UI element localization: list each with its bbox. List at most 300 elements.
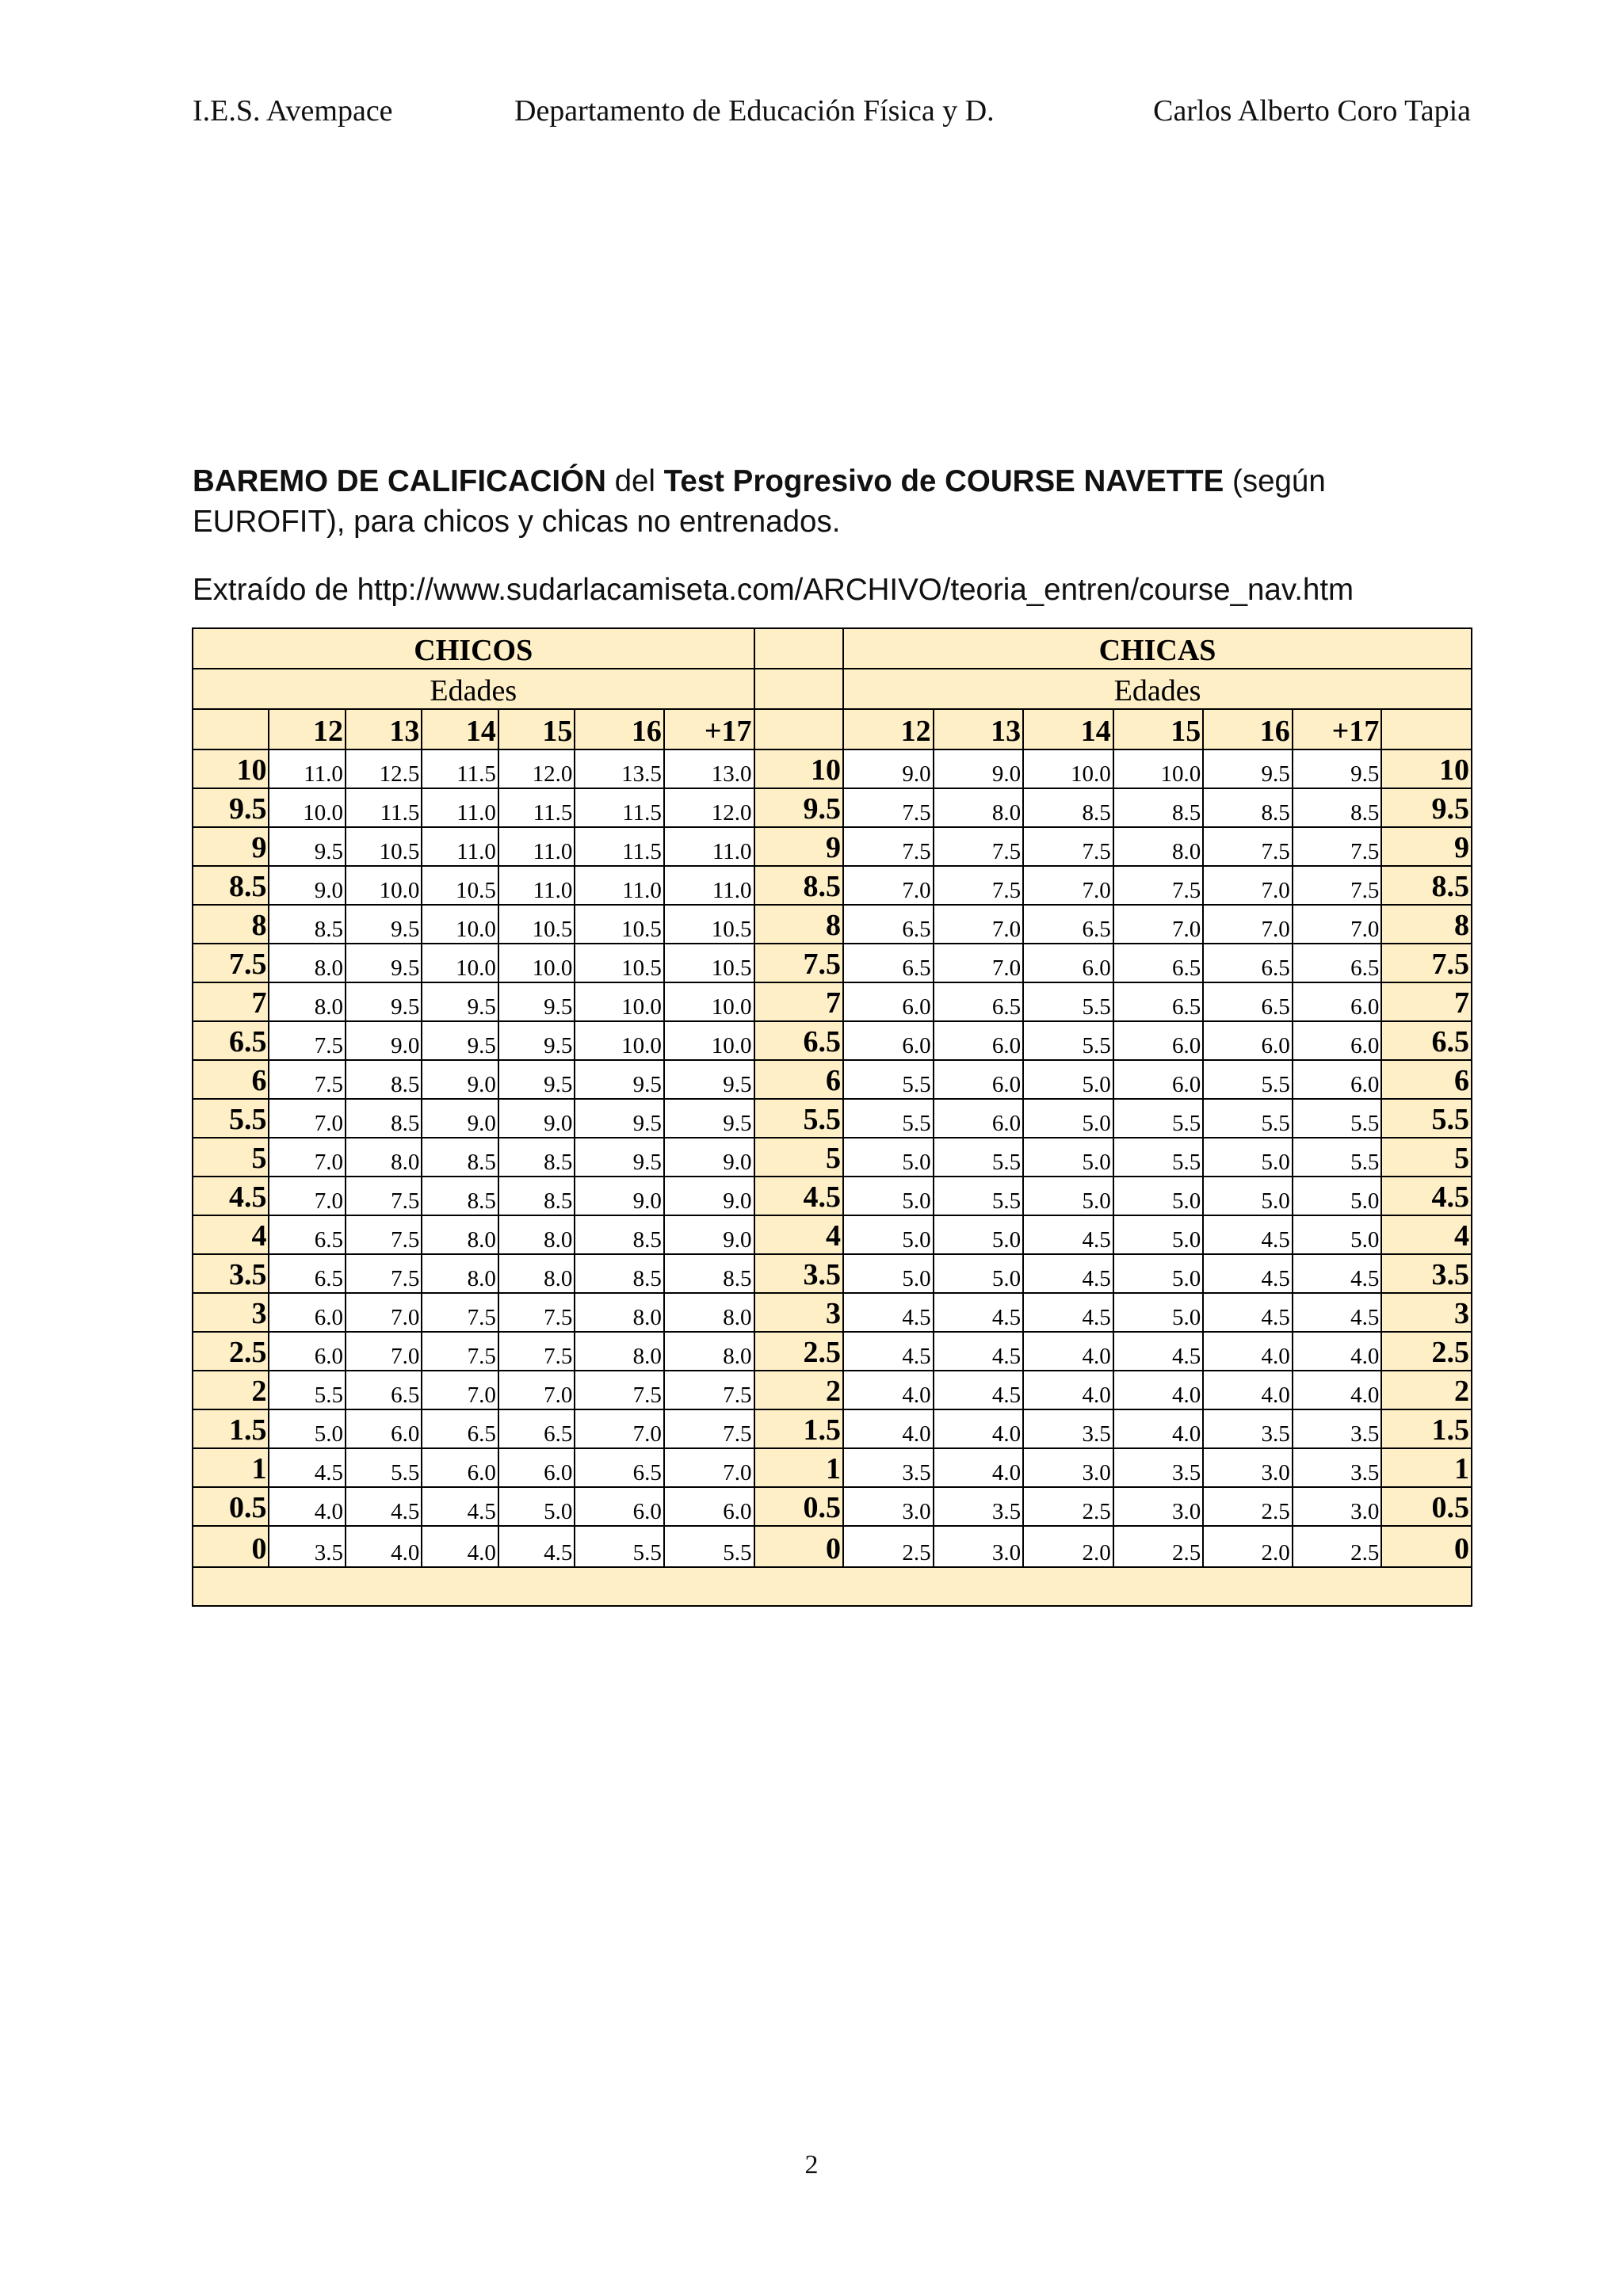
chicos-value: 9.0 [269,866,345,905]
chicas-value: 3.0 [1293,1487,1382,1526]
chicos-score: 2 [193,1371,269,1409]
chicas-value: 4.5 [1113,1332,1204,1371]
chicos-value: 12.0 [664,788,754,827]
chicos-value: 9.0 [664,1177,754,1215]
chicas-value: 7.5 [1113,866,1204,905]
chicos-title: CHICOS [193,628,754,669]
chicas-value: 5.0 [843,1254,934,1293]
header-author: Carlos Alberto Coro Tapia [1153,94,1471,128]
chicos-value: 6.5 [269,1215,345,1254]
chicos-value: 8.5 [498,1138,575,1177]
chicas-value: 5.5 [843,1060,934,1099]
chicos-value: 8.0 [664,1332,754,1371]
chicas-value: 4.0 [1293,1371,1382,1409]
chicas-value: 7.0 [934,944,1024,982]
chicos-value: 8.0 [498,1254,575,1293]
table-row [193,982,1472,1021]
chicos-value: 12.0 [498,749,575,788]
chicos-value: 9.0 [575,1177,664,1215]
chicas-score: 1 [1381,1448,1472,1487]
chicas-value: 7.0 [934,905,1024,944]
chicos-value: 5.5 [664,1526,754,1567]
chicas-value: 8.0 [934,788,1024,827]
chicos-value: 6.5 [346,1371,422,1409]
chicas-value: 2.0 [1203,1526,1293,1567]
table-row [193,1254,1472,1293]
chicos-value: 8.5 [664,1254,754,1293]
chicos-value: 10.5 [498,905,575,944]
chicas-value: 6.5 [1293,944,1382,982]
chicas-value: 6.5 [1113,944,1204,982]
chicas-value: 7.5 [843,788,934,827]
chicas-value: 6.5 [1203,944,1293,982]
chicas-value: 5.0 [843,1215,934,1254]
chicas-value: 5.0 [843,1177,934,1215]
chicas-value: 6.0 [1293,1021,1382,1060]
chicos-value: 8.5 [575,1215,664,1254]
chicas-value: 5.0 [1023,1060,1113,1099]
chicas-score: 4.5 [1381,1177,1472,1215]
chicas-value: 6.0 [1203,1021,1293,1060]
chicos-value: 7.0 [422,1371,498,1409]
chicos-value: 11.0 [422,827,498,866]
chicas-score: 3.5 [1381,1254,1472,1293]
chicos-value: 9.0 [346,1021,422,1060]
chicas-age-header: 15 [1113,709,1204,749]
chicas-value: 6.0 [843,982,934,1021]
chicas-value: 7.0 [1023,866,1113,905]
chicas-value: 8.0 [1113,827,1204,866]
chicos-value: 6.0 [346,1409,422,1448]
chicos-value: 9.0 [498,1099,575,1138]
chicas-value: 2.5 [1293,1526,1382,1567]
chicas-value: 3.0 [934,1526,1024,1567]
chicos-value: 5.5 [269,1371,345,1409]
chicos-age-header: +17 [664,709,754,749]
chicas-value: 4.5 [1203,1254,1293,1293]
chicos-age-header: 12 [269,709,345,749]
middle-score: 6 [754,1060,844,1099]
chicos-value: 7.5 [422,1293,498,1332]
chicas-value: 3.5 [1023,1409,1113,1448]
chicas-value: 4.5 [1023,1215,1113,1254]
chicos-value: 11.0 [498,866,575,905]
chicas-value: 6.0 [934,1021,1024,1060]
chicos-value: 4.5 [422,1487,498,1526]
middle-score: 1 [754,1448,844,1487]
chicos-value: 7.5 [346,1177,422,1215]
chicas-value: 3.0 [1023,1448,1113,1487]
chicos-value: 8.5 [422,1177,498,1215]
chicas-value: 7.0 [1203,866,1293,905]
source-line: Extraído de http://www.sudarlacamiseta.com/ARCHIVO/teoria_entren/course_nav.htm [193,573,1354,607]
table-ages-label-row [193,669,1472,709]
chicas-score: 9 [1381,827,1472,866]
age-corner-left [193,709,269,749]
chicos-value: 7.0 [498,1371,575,1409]
chicos-value: 9.0 [422,1060,498,1099]
chicas-value: 3.0 [1113,1487,1204,1526]
chicos-score: 1 [193,1448,269,1487]
chicas-value: 5.5 [1203,1060,1293,1099]
chicas-value: 3.5 [1293,1409,1382,1448]
chicos-value: 10.0 [664,1021,754,1060]
chicos-value: 7.0 [346,1332,422,1371]
chicos-value: 7.5 [664,1409,754,1448]
intro-text-del: del [605,464,664,498]
chicos-score: 0 [193,1526,269,1567]
table-row [193,944,1472,982]
chicos-age-header: 13 [346,709,422,749]
table-row [193,905,1472,944]
chicos-age-header: 15 [498,709,575,749]
chicas-value: 5.0 [934,1254,1024,1293]
chicos-value: 4.5 [498,1526,575,1567]
chicos-score: 7.5 [193,944,269,982]
chicas-value: 4.0 [843,1371,934,1409]
chicos-value: 4.5 [346,1487,422,1526]
chicos-value: 10.5 [664,905,754,944]
chicas-value: 4.5 [934,1371,1024,1409]
chicos-value: 10.5 [346,827,422,866]
chicas-value: 7.5 [1203,827,1293,866]
chicas-age-header: 16 [1203,709,1293,749]
chicas-value: 4.5 [1023,1254,1113,1293]
chicas-value: 6.5 [1023,905,1113,944]
table-row [193,1099,1472,1138]
intro-paragraph [193,461,1476,542]
chicas-value: 5.0 [1113,1254,1204,1293]
chicas-value: 3.5 [934,1487,1024,1526]
chicos-value: 8.0 [269,982,345,1021]
chicas-value: 4.0 [1113,1371,1204,1409]
table-row [193,788,1472,827]
chicas-value: 6.0 [1113,1021,1204,1060]
table-footer-cell [193,1567,1472,1606]
chicos-value: 6.0 [498,1448,575,1487]
chicas-value: 8.5 [1203,788,1293,827]
chicos-value: 6.0 [664,1487,754,1526]
chicos-value: 7.5 [664,1371,754,1409]
middle-score: 10 [754,749,844,788]
chicos-value: 10.0 [664,982,754,1021]
chicas-value: 6.0 [843,1021,934,1060]
chicos-value: 11.0 [422,788,498,827]
chicos-value: 4.0 [269,1487,345,1526]
chicos-value: 8.5 [346,1060,422,1099]
table-row [193,1215,1472,1254]
chicos-value: 9.5 [575,1099,664,1138]
chicos-value: 9.5 [346,905,422,944]
chicas-score: 2 [1381,1371,1472,1409]
chicas-value: 10.0 [1113,749,1204,788]
chicos-value: 7.5 [498,1332,575,1371]
chicos-value: 6.0 [269,1332,345,1371]
chicas-age-header: 13 [934,709,1024,749]
chicos-score: 8 [193,905,269,944]
chicos-value: 6.5 [422,1409,498,1448]
chicas-value: 6.0 [1113,1060,1204,1099]
table-row [193,749,1472,788]
middle-score: 0.5 [754,1487,844,1526]
chicas-value: 7.5 [1293,866,1382,905]
chicos-value: 7.5 [269,1021,345,1060]
chicas-value: 7.5 [1023,827,1113,866]
middle-score: 9.5 [754,788,844,827]
chicas-value: 4.5 [934,1293,1024,1332]
chicas-value: 4.0 [843,1409,934,1448]
chicos-score: 10 [193,749,269,788]
chicos-value: 10.5 [575,905,664,944]
chicos-value: 11.5 [575,788,664,827]
chicos-value: 7.0 [346,1293,422,1332]
chicos-value: 6.0 [575,1487,664,1526]
chicas-value: 5.0 [934,1215,1024,1254]
table-row [193,1448,1472,1487]
chicas-value: 9.0 [934,749,1024,788]
middle-score: 3 [754,1293,844,1332]
chicas-value: 5.0 [1023,1177,1113,1215]
chicas-score: 7 [1381,982,1472,1021]
chicas-value: 5.0 [1113,1293,1204,1332]
chicas-score: 6 [1381,1060,1472,1099]
chicos-value: 12.5 [346,749,422,788]
chicos-value: 9.5 [498,982,575,1021]
chicos-value: 8.0 [575,1293,664,1332]
chicas-value: 7.5 [934,866,1024,905]
chicos-value: 7.0 [269,1099,345,1138]
chicas-age-header: 12 [843,709,934,749]
chicas-value: 4.5 [843,1332,934,1371]
chicas-value: 5.5 [934,1177,1024,1215]
chicas-value: 6.5 [1203,982,1293,1021]
chicos-score: 9 [193,827,269,866]
chicas-value: 7.0 [843,866,934,905]
chicas-value: 5.5 [1293,1099,1382,1138]
chicas-value: 4.5 [934,1332,1024,1371]
chicos-value: 11.0 [498,827,575,866]
chicas-score: 9.5 [1381,788,1472,827]
chicas-value: 5.0 [1113,1177,1204,1215]
middle-score: 0 [754,1526,844,1567]
chicas-value: 5.5 [1203,1099,1293,1138]
chicos-value: 5.0 [498,1487,575,1526]
chicos-score: 5 [193,1138,269,1177]
chicas-value: 4.5 [1293,1293,1382,1332]
chicas-score: 5.5 [1381,1099,1472,1138]
table-row [193,1487,1472,1526]
chicos-value: 9.5 [422,982,498,1021]
chicos-score: 4.5 [193,1177,269,1215]
chicas-value: 5.5 [1113,1099,1204,1138]
chicas-value: 2.0 [1023,1526,1113,1567]
chicas-score: 0.5 [1381,1487,1472,1526]
middle-score: 8.5 [754,866,844,905]
chicas-value: 5.0 [843,1138,934,1177]
chicas-value: 5.0 [1293,1215,1382,1254]
chicos-value: 11.5 [498,788,575,827]
chicas-value: 6.5 [1113,982,1204,1021]
chicos-value: 7.5 [346,1215,422,1254]
chicas-value: 6.0 [1023,944,1113,982]
chicas-value: 4.0 [1023,1332,1113,1371]
chicos-value: 8.5 [422,1138,498,1177]
chicas-value: 10.0 [1023,749,1113,788]
chicos-value: 10.0 [575,1021,664,1060]
table-row [193,1409,1472,1448]
chicas-value: 4.0 [1023,1371,1113,1409]
chicas-value: 6.0 [1293,1060,1382,1099]
chicos-value: 8.0 [269,944,345,982]
chicas-value: 2.5 [1023,1487,1113,1526]
chicas-value: 3.5 [1203,1409,1293,1448]
chicas-score: 0 [1381,1526,1472,1567]
chicas-value: 6.0 [934,1099,1024,1138]
chicas-value: 5.0 [1203,1138,1293,1177]
age-corner-right [1381,709,1472,749]
chicos-value: 7.0 [664,1448,754,1487]
chicos-value: 9.0 [664,1138,754,1177]
chicos-value: 9.5 [575,1060,664,1099]
chicas-value: 3.5 [843,1448,934,1487]
intro-bold-title: BAREMO DE CALIFICACIÓN [193,464,606,498]
chicas-value: 5.0 [1023,1138,1113,1177]
chicas-value: 3.0 [1203,1448,1293,1487]
title-spacer [754,628,844,669]
chicos-value: 10.0 [422,944,498,982]
chicas-value: 7.5 [934,827,1024,866]
chicos-value: 10.0 [269,788,345,827]
chicas-value: 4.0 [1203,1371,1293,1409]
chicas-value: 4.5 [843,1293,934,1332]
chicos-value: 8.0 [346,1138,422,1177]
chicas-value: 4.5 [1203,1215,1293,1254]
chicos-score: 0.5 [193,1487,269,1526]
middle-score: 6.5 [754,1021,844,1060]
chicas-value: 4.0 [934,1409,1024,1448]
chicos-value: 4.0 [422,1526,498,1567]
chicos-value: 9.5 [346,982,422,1021]
chicos-value: 7.0 [575,1409,664,1448]
age-middle-spacer [754,709,844,749]
chicos-value: 9.5 [498,1060,575,1099]
middle-score: 3.5 [754,1254,844,1293]
table-row [193,1021,1472,1060]
chicas-title: CHICAS [843,628,1472,669]
chicos-score: 9.5 [193,788,269,827]
chicos-value: 8.0 [664,1293,754,1332]
table-row [193,827,1472,866]
chicos-value: 10.0 [575,982,664,1021]
chicas-score: 4 [1381,1215,1472,1254]
chicos-value: 9.0 [664,1215,754,1254]
chicas-value: 5.5 [1113,1138,1204,1177]
middle-score: 4 [754,1215,844,1254]
intro-text-rest: (según EUROFIT), para chicos y chicas no entrenados. [193,464,1326,539]
ages-label-spacer [754,669,844,709]
middle-score: 2.5 [754,1332,844,1371]
chicas-score: 1.5 [1381,1409,1472,1448]
middle-score: 5.5 [754,1099,844,1138]
chicas-value: 7.0 [1113,905,1204,944]
chicas-score: 8.5 [1381,866,1472,905]
chicas-value: 5.5 [1023,1021,1113,1060]
chicas-value: 5.0 [1203,1177,1293,1215]
middle-score: 2 [754,1371,844,1409]
table-row [193,1526,1472,1567]
header-department: Departamento de Educación Física y D. [514,94,995,128]
chicas-value: 6.0 [934,1060,1024,1099]
chicos-value: 6.5 [269,1254,345,1293]
chicas-value: 9.0 [843,749,934,788]
chicos-value: 9.5 [575,1138,664,1177]
chicas-value: 5.0 [1113,1215,1204,1254]
chicas-value: 8.5 [1293,788,1382,827]
chicas-value: 4.0 [1113,1409,1204,1448]
chicos-value: 5.5 [346,1448,422,1487]
chicos-value: 9.5 [422,1021,498,1060]
chicos-value: 7.5 [422,1332,498,1371]
chicos-value: 7.5 [269,1060,345,1099]
chicos-value: 9.5 [346,944,422,982]
chicas-value: 2.5 [1203,1487,1293,1526]
chicas-value: 5.5 [934,1138,1024,1177]
chicos-value: 10.0 [346,866,422,905]
chicas-value: 3.5 [1113,1448,1204,1487]
chicas-value: 4.0 [1293,1332,1382,1371]
chicas-score: 8 [1381,905,1472,944]
chicos-value: 11.0 [575,866,664,905]
chicas-value: 8.5 [1113,788,1204,827]
chicos-value: 10.5 [422,866,498,905]
chicos-score: 3 [193,1293,269,1332]
chicas-score: 2.5 [1381,1332,1472,1371]
chicas-value: 5.5 [843,1099,934,1138]
chicos-value: 3.5 [269,1526,345,1567]
chicos-value: 4.5 [269,1448,345,1487]
chicos-value: 9.5 [498,1021,575,1060]
chicos-value: 8.0 [422,1215,498,1254]
chicos-value: 8.5 [575,1254,664,1293]
chicos-value: 7.5 [575,1371,664,1409]
header-school: I.E.S. Avempace [193,94,393,128]
chicos-value: 13.0 [664,749,754,788]
chicos-value: 8.5 [498,1177,575,1215]
chicos-value: 7.5 [346,1254,422,1293]
chicos-value: 7.0 [269,1177,345,1215]
chicos-value: 13.5 [575,749,664,788]
chicos-value: 10.0 [422,905,498,944]
middle-score: 9 [754,827,844,866]
table-title-row [193,628,1472,669]
chicos-value: 7.5 [498,1293,575,1332]
table-ages-row [193,709,1472,749]
chicas-ages-label: Edades [843,669,1472,709]
chicas-value: 4.5 [1023,1293,1113,1332]
chicas-value: 7.0 [1293,905,1382,944]
chicos-value: 4.0 [346,1526,422,1567]
chicas-value: 3.5 [1293,1448,1382,1487]
chicos-value: 11.5 [575,827,664,866]
chicas-age-header: 14 [1023,709,1113,749]
chicas-value: 5.0 [1023,1099,1113,1138]
chicos-value: 6.5 [498,1409,575,1448]
chicas-value: 2.5 [1113,1526,1204,1567]
chicos-score: 4 [193,1215,269,1254]
chicas-value: 4.5 [1293,1254,1382,1293]
chicos-value: 11.5 [422,749,498,788]
chicos-value: 6.0 [422,1448,498,1487]
